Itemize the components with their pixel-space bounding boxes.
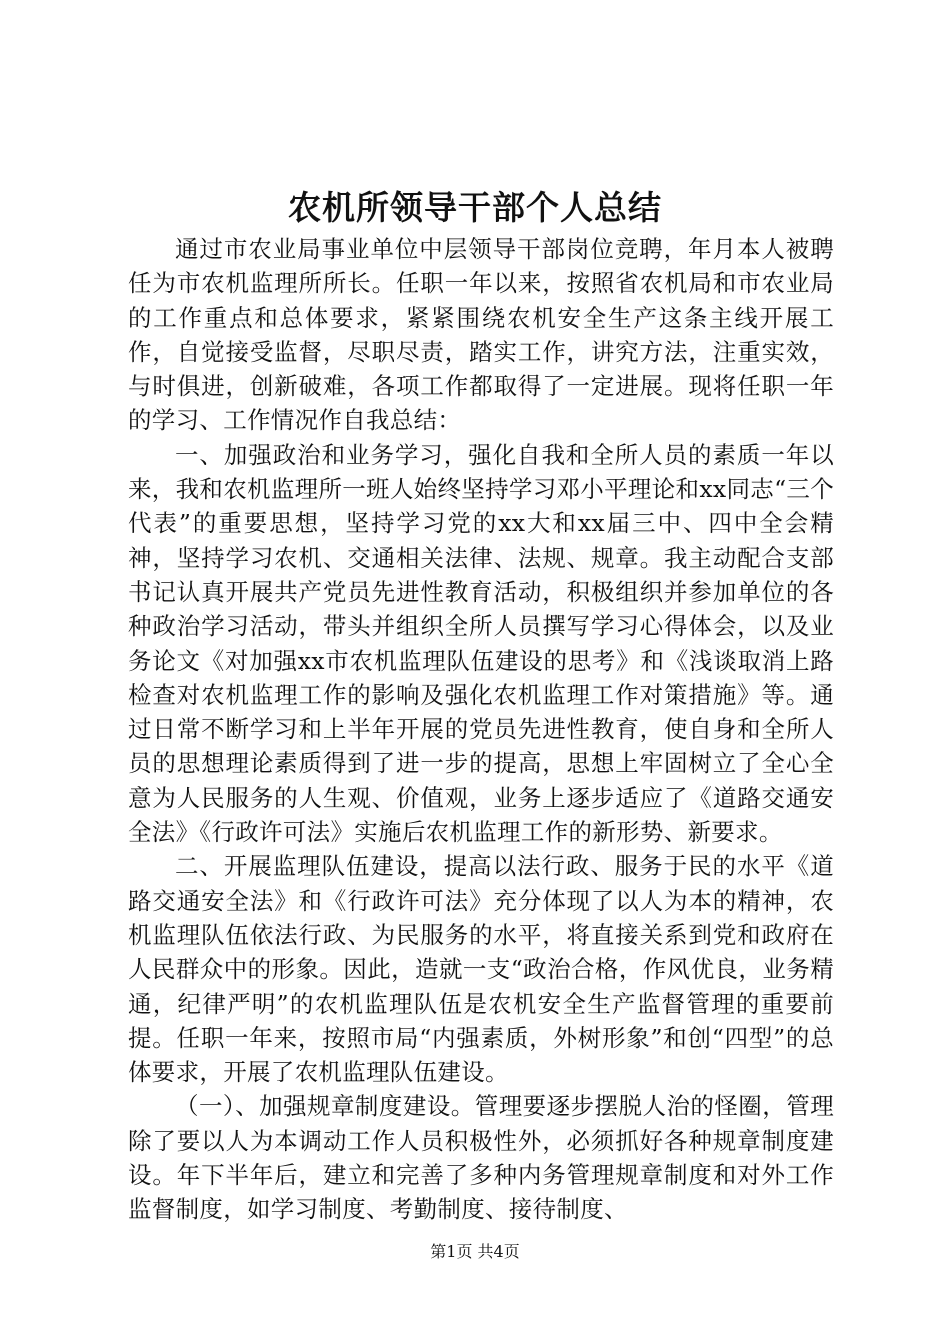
paragraph-intro: 通过市农业局事业单位中层领导干部岗位竞聘，年月本人被聘任为市农机监理所所长。任职一年以来，按照省农机局和市农业局的工作重点和总体要求，紧紧围绕农机安全生产这条主线开展工作，自觉接受监督，尽职尽责，踏实工作，讲究方法，注重实效，与时俱进，创新破难，各项工作都取得了一定进展。现将任职一年的学习、工作情况作自我总结： (128, 235, 834, 435)
page-footer: 第1页 共4页 (430, 1242, 520, 1261)
paragraph-subsection-1: （一）、加强规章制度建设。管理要逐步摆脱人治的怪圈，管理除了要以人为本调动工作人员积极性外，必须抓好各种规章制度建设。年下半年后，建立和完善了多种内务管理规章制度和对外工作监督制度，如学习制度、考勤制度、接待制度、 (128, 1092, 834, 1224)
paragraph-section-2: 二、开展监理队伍建设，提高以法行政、服务于民的水平《道路交通安全法》和《行政许可法》充分体现了以人为本的精神，农机监理队伍依法行政、为民服务的水平，将直接关系到党和政府在人民群众中的形象。因此，造就一支“政治合格，作风优良，业务精通，纪律严明”的农机监理队伍是农机安全生产监督管理的重要前提。任职一年来，按照市局“内强素质，外树形象”和创“四型”的总体要求，开展了农机监理队伍建设。 (128, 852, 834, 1087)
document-body (128, 232, 834, 1227)
document-title: 农机所领导干部个人总结 (288, 188, 662, 227)
paragraph-section-1: 一、加强政治和业务学习，强化自我和全所人员的素质一年以来，我和农机监理所一班人始终坚持学习邓小平理论和xx同志“三个代表”的重要思想，坚持学习党的xx大和xx届三中、四中全会精神，坚持学习农机、交通相关法律、法规、规章。我主动配合支部书记认真开展共产党员先进性教育活动，积极组织并参加单位的各种政治学习活动，带头并组织全所人员撰写学习心得体会，以及业务论文《对加强xx市农机监理队伍建设的思考》和《浅谈取消上路检查对农机监理工作的影响及强化农机监理工作对策措施》等。通过日常不断学习和上半年开展的党员先进性教育，使自身和全所人员的思想理论素质得到了进一步的提高，思想上牢固树立了全心全意为人民服务的人生观、价值观，业务上逐步适应了《道路交通安全法》《行政许可法》实施后农机监理工作的新形势、新要求。 (128, 440, 834, 847)
